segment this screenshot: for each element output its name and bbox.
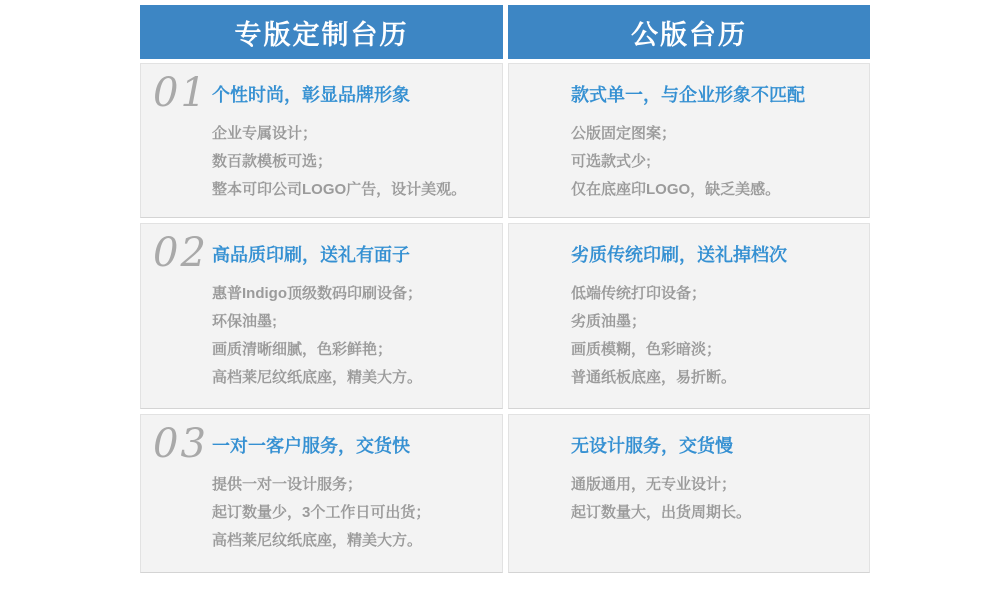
header-public-calendar-label: 公版台历 <box>631 19 747 50</box>
comparison-row-2 <box>140 223 870 409</box>
cell-heading: 高品质印刷，送礼有面子 <box>212 245 410 265</box>
cell-heading: 一对一客户服务，交货快 <box>212 436 410 456</box>
comparison-table <box>140 5 870 578</box>
public-cell-row-2 <box>508 223 870 409</box>
cell-line: 高档莱尼纹纸底座，精美大方。 <box>212 532 423 549</box>
row-number: 02 <box>153 230 208 276</box>
cell-line: 画质模糊，色彩暗淡； <box>571 341 722 358</box>
cell-heading: 劣质传统印刷，送礼掉档次 <box>571 245 787 265</box>
cell-line: 数百款模板可选； <box>212 153 333 170</box>
cell-line: 通版通用，无专业设计； <box>571 476 737 493</box>
public-cell-row-1 <box>508 63 870 218</box>
header-custom-calendar-label: 专版定制台历 <box>234 19 409 50</box>
cell-line: 可选款式少; <box>571 153 651 170</box>
cell-line: 起订数量少，3个工作日可出货； <box>212 504 431 521</box>
cell-line: 高档莱尼纹纸底座，精美大方。 <box>212 369 423 386</box>
row-number: 03 <box>153 421 208 467</box>
table-header <box>140 5 870 59</box>
custom-cell-row-2 <box>140 223 503 409</box>
cell-heading: 款式单一，与企业形象不匹配 <box>571 85 805 105</box>
cell-line: 企业专属设计； <box>212 125 318 142</box>
cell-line: 低端传统打印设备； <box>571 285 707 302</box>
row-number: 01 <box>153 70 208 116</box>
cell-line: 惠普Indigo顶级数码印刷设备； <box>212 285 422 302</box>
cell-line: 提供一对一设计服务； <box>212 476 363 493</box>
cell-line: 仅在底座印LOGO，缺乏美感。 <box>571 181 781 198</box>
comparison-row-1 <box>140 63 870 218</box>
cell-line: 起订数量大，出货周期长。 <box>571 504 752 521</box>
cell-heading: 个性时尚，彰显品牌形象 <box>212 85 410 105</box>
custom-cell-row-3 <box>140 414 503 573</box>
cell-heading: 无设计服务，交货慢 <box>571 436 733 456</box>
cell-line: 公版固定图案； <box>571 125 677 142</box>
comparison-row-3 <box>140 414 870 573</box>
cell-line: 劣质油墨； <box>571 313 647 330</box>
cell-line: 画质清晰细腻，色彩鲜艳； <box>212 341 393 358</box>
custom-cell-row-1 <box>140 63 503 218</box>
cell-line: 整本可印公司LOGO广告，设计美观。 <box>212 181 467 198</box>
header-public-calendar <box>508 5 870 59</box>
cell-line: 环保油墨; <box>212 313 277 330</box>
public-cell-row-3 <box>508 414 870 573</box>
cell-line: 普通纸板底座，易折断。 <box>571 369 737 386</box>
header-custom-calendar <box>140 5 503 59</box>
